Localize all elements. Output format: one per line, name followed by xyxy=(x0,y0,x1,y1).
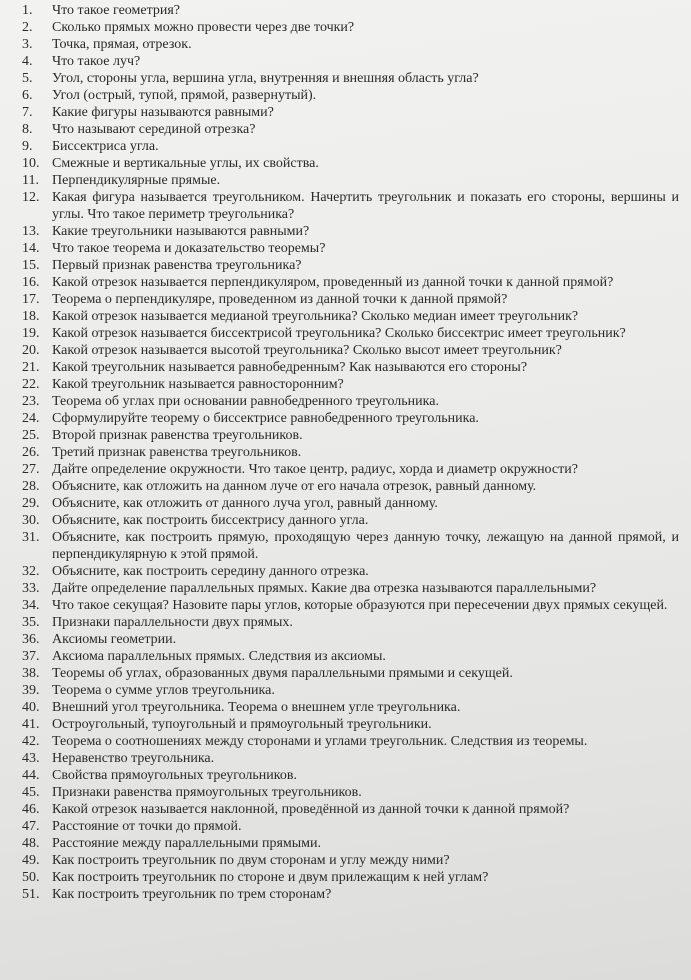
question-number: 37. xyxy=(22,649,40,664)
question-item xyxy=(22,699,679,716)
question-item xyxy=(22,274,679,291)
question-text: Какой отрезок называется биссектрисой треугольника? Сколько биссектрис имеет треугольник? xyxy=(52,326,626,341)
question-number: 2. xyxy=(22,20,33,35)
question-number: 28. xyxy=(22,479,40,494)
question-number: 21. xyxy=(22,360,40,375)
question-text: Какая фигура называется треугольником. Начертить треугольник и показать его стороны, вершины и углы. Что такое периметр треугольника? xyxy=(52,190,679,222)
question-text: Что такое теорема и доказательство теоремы? xyxy=(52,241,326,256)
question-item xyxy=(22,376,679,393)
question-number: 4. xyxy=(22,54,33,69)
question-item xyxy=(22,716,679,733)
question-item xyxy=(22,19,679,36)
question-text: Объясните, как отложить на данном луче от его начала отрезок, равный данному. xyxy=(52,479,537,494)
question-text: Объясните, как построить прямую, проходящую через данную точку, лежащую на данной прямой, и перпендикулярную к этой прямой. xyxy=(52,530,679,562)
question-number: 10. xyxy=(22,156,40,171)
question-text: Теорема о перпендикуляре, проведенном из данной точки к данной прямой? xyxy=(52,292,508,307)
question-item xyxy=(22,750,679,767)
question-text: Расстояние между параллельными прямыми. xyxy=(52,836,322,851)
question-text: Теорема о соотношениях между сторонами и углами треугольник. Следствия из теоремы. xyxy=(52,734,588,749)
question-number: 36. xyxy=(22,632,40,647)
question-item xyxy=(22,852,679,869)
question-number: 43. xyxy=(22,751,40,766)
question-text: Перпендикулярные прямые. xyxy=(52,173,221,188)
question-number: 33. xyxy=(22,581,40,596)
question-number: 20. xyxy=(22,343,40,358)
question-number: 34. xyxy=(22,598,40,613)
question-text: Второй признак равенства треугольников. xyxy=(52,428,303,443)
question-number: 45. xyxy=(22,785,40,800)
question-number: 47. xyxy=(22,819,40,834)
question-text: Объясните, как отложить от данного луча угол, равный данному. xyxy=(52,496,438,511)
question-item xyxy=(22,444,679,461)
question-number: 14. xyxy=(22,241,40,256)
question-number: 48. xyxy=(22,836,40,851)
question-item xyxy=(22,325,679,342)
question-item xyxy=(22,87,679,104)
question-number: 31. xyxy=(22,530,40,545)
question-number: 1. xyxy=(22,3,33,18)
question-text: Аксиомы геометрии. xyxy=(52,632,177,647)
question-item xyxy=(22,121,679,138)
question-text: Как построить треугольник по двум сторонам и углу между ними? xyxy=(52,853,450,868)
question-item xyxy=(22,461,679,478)
question-item xyxy=(22,2,679,19)
question-number: 46. xyxy=(22,802,40,817)
question-item xyxy=(22,886,679,903)
question-number: 19. xyxy=(22,326,40,341)
question-text: Признаки параллельности двух прямых. xyxy=(52,615,293,630)
question-item xyxy=(22,784,679,801)
question-item xyxy=(22,410,679,427)
question-number: 6. xyxy=(22,88,33,103)
question-text: Первый признак равенства треугольника? xyxy=(52,258,302,273)
question-item xyxy=(22,648,679,665)
question-item xyxy=(22,529,679,563)
question-text: Объясните, как построить середину данного отрезка. xyxy=(52,564,369,579)
question-item xyxy=(22,53,679,70)
question-number: 40. xyxy=(22,700,40,715)
question-number: 9. xyxy=(22,139,33,154)
question-number: 39. xyxy=(22,683,40,698)
question-number: 51. xyxy=(22,887,40,902)
question-item xyxy=(22,631,679,648)
question-item xyxy=(22,495,679,512)
question-item xyxy=(22,563,679,580)
question-number: 12. xyxy=(22,190,40,205)
question-text: Какой треугольник называется равносторонним? xyxy=(52,377,344,392)
question-text: Какие фигуры называются равными? xyxy=(52,105,274,120)
question-text: Что такое секущая? Назовите пары углов, которые образуются при пересечении двух прямых секущей. xyxy=(52,598,668,613)
question-item xyxy=(22,70,679,87)
question-number: 42. xyxy=(22,734,40,749)
question-number: 8. xyxy=(22,122,33,137)
question-number: 25. xyxy=(22,428,40,443)
question-text: Что такое луч? xyxy=(52,54,141,69)
question-number: 29. xyxy=(22,496,40,511)
question-item xyxy=(22,172,679,189)
question-text: Третий признак равенства треугольников. xyxy=(52,445,302,460)
question-item xyxy=(22,580,679,597)
question-item xyxy=(22,189,679,223)
question-item xyxy=(22,104,679,121)
question-item xyxy=(22,682,679,699)
question-text: Точка, прямая, отрезок. xyxy=(52,37,192,52)
question-number: 18. xyxy=(22,309,40,324)
question-item xyxy=(22,36,679,53)
question-number: 49. xyxy=(22,853,40,868)
question-item xyxy=(22,138,679,155)
question-item xyxy=(22,801,679,818)
question-text: Какой треугольник называется равнобедренным? Как называются его стороны? xyxy=(52,360,528,375)
question-number: 22. xyxy=(22,377,40,392)
question-item xyxy=(22,665,679,682)
question-item xyxy=(22,240,679,257)
question-item xyxy=(22,342,679,359)
question-number: 41. xyxy=(22,717,40,732)
question-item xyxy=(22,597,679,614)
question-text: Какие треугольники называются равными? xyxy=(52,224,310,239)
question-item xyxy=(22,869,679,886)
question-number: 30. xyxy=(22,513,40,528)
question-item xyxy=(22,359,679,376)
question-item xyxy=(22,614,679,631)
question-item xyxy=(22,223,679,240)
question-number: 24. xyxy=(22,411,40,426)
question-number: 7. xyxy=(22,105,33,120)
question-text: Какой отрезок называется наклонной, проведённой из данной точки к данной прямой? xyxy=(52,802,570,817)
question-number: 32. xyxy=(22,564,40,579)
question-text: Теорема об углах при основании равнобедренного треугольника. xyxy=(52,394,439,409)
question-item xyxy=(22,257,679,274)
question-number: 13. xyxy=(22,224,40,239)
question-text: Признаки равенства прямоугольных треугольников. xyxy=(52,785,362,800)
question-text: Теорема о сумме углов треугольника. xyxy=(52,683,275,698)
question-item xyxy=(22,291,679,308)
question-item xyxy=(22,767,679,784)
question-text: Внешний угол треугольника. Теорема о внешнем угле треугольника. xyxy=(52,700,461,715)
question-text: Дайте определение параллельных прямых. Какие два отрезка называются параллельными? xyxy=(52,581,597,596)
question-text: Биссектриса угла. xyxy=(52,139,159,154)
question-item xyxy=(22,393,679,410)
question-item xyxy=(22,512,679,529)
question-text: Объясните, как построить биссектрису данного угла. xyxy=(52,513,369,528)
question-item xyxy=(22,835,679,852)
question-text: Что называют серединой отрезка? xyxy=(52,122,256,137)
question-item xyxy=(22,155,679,172)
question-text: Сколько прямых можно провести через две точки? xyxy=(52,20,355,35)
question-text: Какой отрезок называется перпендикуляром, проведенный из данной точки к данной прямой? xyxy=(52,275,614,290)
question-number: 11. xyxy=(22,173,39,188)
question-text: Угол (острый, тупой, прямой, развернутый). xyxy=(52,88,317,103)
question-text: Теоремы об углах, образованных двумя параллельными прямыми и секущей. xyxy=(52,666,513,681)
question-text: Неравенство треугольника. xyxy=(52,751,215,766)
question-text: Как построить треугольник по трем сторонам? xyxy=(52,887,332,902)
question-number: 38. xyxy=(22,666,40,681)
question-list xyxy=(22,2,679,903)
question-number: 5. xyxy=(22,71,33,86)
question-text: Остроугольный, тупоугольный и прямоугольный треугольники. xyxy=(52,717,432,732)
question-number: 23. xyxy=(22,394,40,409)
question-text: Смежные и вертикальные углы, их свойства. xyxy=(52,156,319,171)
question-item xyxy=(22,427,679,444)
question-text: Какой отрезок называется медианой треугольника? Сколько медиан имеет треугольник? xyxy=(52,309,579,324)
question-number: 35. xyxy=(22,615,40,630)
question-item xyxy=(22,478,679,495)
question-item xyxy=(22,818,679,835)
question-number: 3. xyxy=(22,37,33,52)
question-item xyxy=(22,733,679,750)
question-number: 44. xyxy=(22,768,40,783)
question-text: Как построить треугольник по стороне и двум прилежащим к ней углам? xyxy=(52,870,489,885)
question-text: Сформулируйте теорему о биссектрисе равнобедренного треугольника. xyxy=(52,411,479,426)
question-number: 17. xyxy=(22,292,40,307)
question-text: Свойства прямоугольных треугольников. xyxy=(52,768,297,783)
question-number: 26. xyxy=(22,445,40,460)
question-text: Какой отрезок называется высотой треугольника? Сколько высот имеет треугольник? xyxy=(52,343,562,358)
question-text: Угол, стороны угла, вершина угла, внутренняя и внешняя область угла? xyxy=(52,71,479,86)
question-text: Расстояние от точки до прямой. xyxy=(52,819,242,834)
question-number: 27. xyxy=(22,462,40,477)
question-number: 16. xyxy=(22,275,40,290)
question-text: Дайте определение окружности. Что такое центр, радиус, хорда и диаметр окружности? xyxy=(52,462,578,477)
question-number: 15. xyxy=(22,258,40,273)
question-number: 50. xyxy=(22,870,40,885)
question-text: Аксиома параллельных прямых. Следствия из аксиомы. xyxy=(52,649,386,664)
question-item xyxy=(22,308,679,325)
question-text: Что такое геометрия? xyxy=(52,3,181,18)
